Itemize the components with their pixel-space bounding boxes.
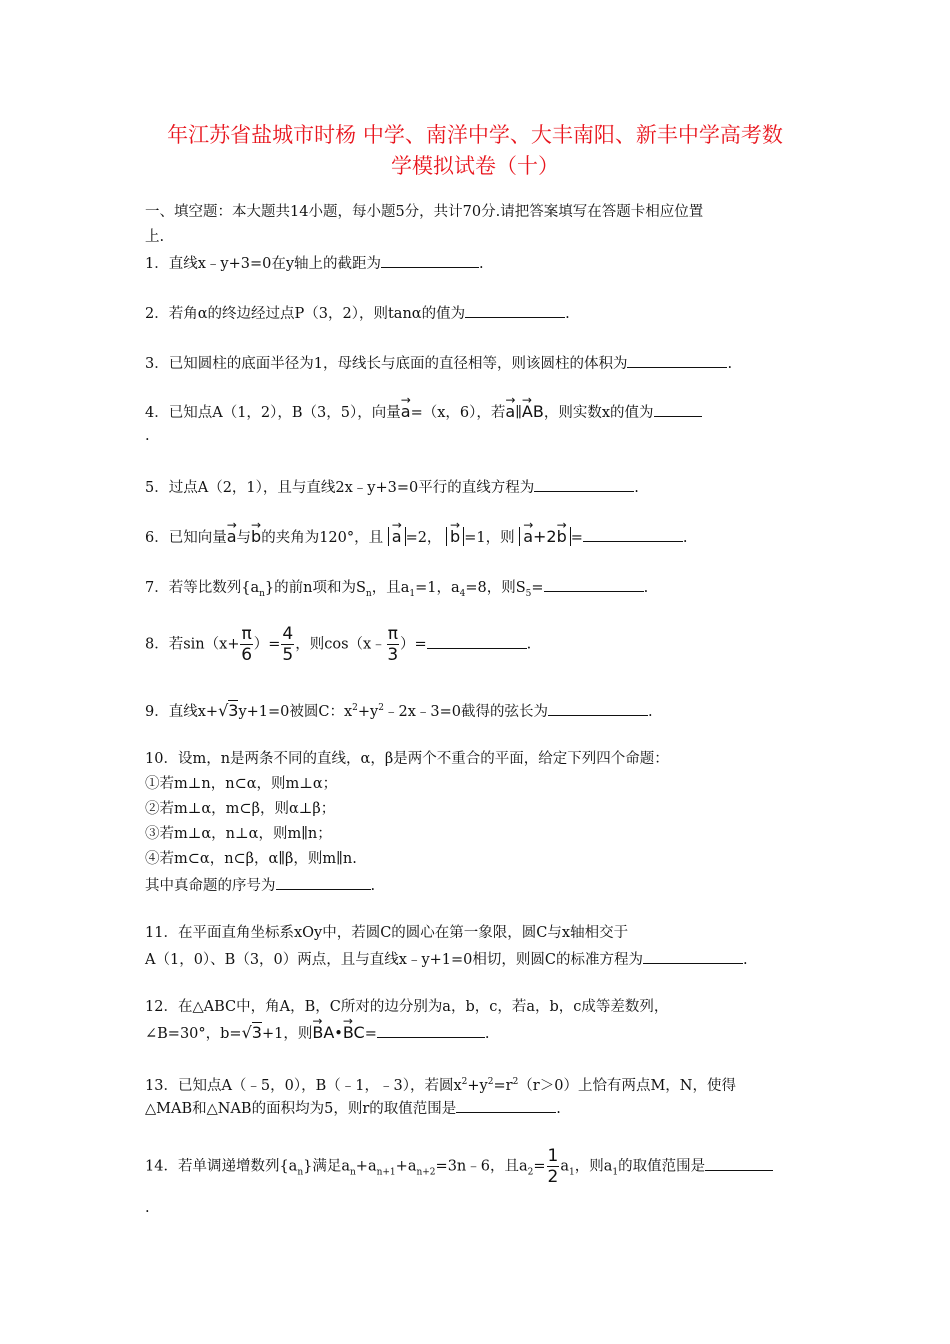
q6-part: 6．已知向量 [145, 530, 227, 546]
fraction-1-over-2 [547, 1146, 560, 1187]
q7-part: 7．若等比数列{a [145, 580, 260, 596]
answer-blank[interactable] [544, 576, 644, 592]
vector-a: → a [227, 527, 237, 547]
q8-part: 8．若sin（x+ [145, 636, 240, 653]
dot-operator: • [334, 1026, 343, 1042]
q13-part: （r＞0）上恰有两点M，N，使得 [518, 1077, 736, 1094]
vector-a: → a [505, 402, 515, 422]
numerator: π [241, 624, 252, 644]
q11-line-2: A（1，0）、B（3，0）两点，且与直线x﹣y+1=0相切，则圆C的标准方程为 [145, 952, 643, 968]
question-14 [145, 1146, 773, 1192]
vector-b: → b [251, 527, 261, 547]
q12-part: = [364, 1026, 377, 1042]
answer-blank[interactable] [583, 526, 683, 542]
q14-end: . [145, 1200, 150, 1216]
q5-text: 5．过点A（2，1），且与直线2x﹣y+3=0平行的直线方程为 [145, 480, 535, 496]
q6-part: = [570, 530, 583, 546]
q14-part: = [533, 1158, 546, 1175]
q10-option-3-row [145, 824, 332, 844]
superscript: 2 [512, 1077, 519, 1087]
abs-a [388, 527, 406, 546]
q10-last: 其中真命题的序号为 [145, 878, 276, 894]
q14-part: }满足a [303, 1158, 350, 1175]
q11-line-1: 11．在平面直角坐标系xOy中，若圆C的圆心在第一象限，圆C与x轴相交于 [145, 925, 629, 941]
q13-line-2: △MAB和△NAB的面积均为5，则r的取值范围是 [145, 1101, 457, 1117]
vector-b: → b [450, 527, 460, 547]
question-9 [145, 698, 653, 722]
answer-blank[interactable] [627, 352, 727, 368]
denominator: 2 [547, 1167, 559, 1187]
answer-blank[interactable] [456, 1097, 556, 1113]
q10-end: . [370, 878, 376, 894]
q7-end: . [643, 580, 649, 596]
fraction-pi-over-6 [240, 624, 252, 665]
subscript: 4 [459, 588, 466, 599]
q8-part: ，则cos（x﹣ [295, 636, 386, 653]
q14-part: 14．若单调递增数列{a [145, 1158, 298, 1175]
vector-a: → a [392, 527, 402, 547]
q10-option-4-row [145, 849, 357, 869]
denominator: 3 [387, 645, 399, 665]
vector-b: → b [557, 527, 567, 547]
question-12 [145, 997, 668, 1017]
question-7 [145, 576, 648, 604]
q13-part: 13．已知点A（﹣5，0），B（﹣1，﹣3），若圆x [145, 1077, 462, 1094]
q7-part: =8，则S [465, 580, 526, 596]
subscript: 1 [612, 1167, 619, 1178]
q13-line-2-row [145, 1097, 561, 1119]
section-header-line-2: 上. [145, 229, 165, 245]
q3-end: . [727, 356, 733, 372]
question-2 [145, 302, 570, 324]
radicand: 3 [228, 700, 239, 720]
q7-part: }的前n项和为S [264, 580, 366, 596]
question-8 [145, 624, 531, 665]
q6-part: =1，则 [464, 530, 515, 546]
question-5 [145, 476, 639, 498]
q10-option-3: ③若m⊥α，n⊥α，则m∥n； [145, 826, 332, 842]
question-4 [145, 401, 702, 423]
q6-part: +2 [533, 527, 557, 546]
radicand: 3 [251, 1023, 262, 1042]
q1-end: . [479, 256, 484, 272]
section-header [145, 202, 703, 222]
sqrt-3: √3 [218, 700, 239, 720]
question-13 [145, 1072, 736, 1096]
q4-end-row [145, 426, 150, 446]
question-3 [145, 352, 732, 374]
vector-ab: → AB [522, 402, 544, 422]
q14-part: ，则a [574, 1158, 613, 1175]
title-line-1: 年江苏省盐城市时杨 中学、南洋中学、大丰南阳、新丰中学高考数 [167, 123, 783, 147]
q10-stem: 10．设m，n是两条不同的直线，α，β是两个不重合的平面，给定下列四个命题： [145, 751, 669, 767]
answer-blank[interactable] [534, 476, 634, 492]
answer-blank[interactable] [705, 1155, 773, 1171]
q9-part: +y [357, 703, 379, 720]
q14-part: a [560, 1158, 570, 1175]
q13-part: =r [493, 1077, 513, 1094]
subscript: n [365, 588, 372, 599]
q11-line-2-row [145, 948, 748, 970]
subscript: 2 [527, 1167, 534, 1178]
q4-part: ，则实数x的值为 [543, 405, 654, 421]
q6-part: =2， [405, 530, 442, 546]
answer-blank[interactable] [381, 252, 479, 268]
subscript: 1 [409, 588, 416, 599]
fraction-4-over-5 [281, 624, 294, 665]
q5-end: . [634, 480, 639, 496]
q8-end: . [526, 636, 532, 653]
q4-end: . [145, 428, 150, 444]
answer-blank[interactable] [548, 700, 648, 716]
title-line-2: 学模拟试卷（十） [391, 154, 559, 178]
fraction-pi-over-3 [387, 624, 399, 665]
vector-a: → a [401, 402, 411, 422]
superscript: 2 [352, 703, 358, 713]
q4-part: ∥ [515, 405, 522, 421]
q14-part: 的取值范围是 [618, 1158, 706, 1175]
section-header-line-2-row [145, 227, 164, 247]
q9-part: y+1=0被圆C：x [238, 703, 353, 720]
denominator: 5 [282, 645, 294, 665]
subscript: 1 [569, 1167, 575, 1178]
answer-blank[interactable] [654, 401, 702, 417]
subscript: n+1 [376, 1167, 396, 1178]
question-11 [145, 923, 628, 943]
q9-part: ﹣2x﹣3=0截得的弦长为 [383, 703, 548, 720]
q7-part: = [531, 580, 544, 596]
subscript: n+2 [416, 1167, 436, 1178]
answer-blank[interactable] [427, 633, 527, 649]
q8-part: ）= [253, 636, 281, 653]
q14-part: =3n﹣6，且a [435, 1158, 528, 1175]
superscript: 2 [487, 1077, 494, 1087]
q10-option-4: ④若m⊂α，n⊂β，α∥β，则m∥n. [145, 851, 357, 867]
q10-option-2-row [145, 799, 335, 819]
numerator: π [387, 624, 398, 644]
superscript: 2 [461, 1077, 468, 1087]
section-header-line-1: 一、填空题：本大题共14小题，每小题5分，共计70分.请把答案填写在答题卡相应位置 [145, 204, 704, 220]
subscript: n [350, 1167, 356, 1178]
q6-part: 与 [236, 530, 252, 546]
denominator: 6 [241, 645, 253, 665]
answer-blank[interactable] [276, 874, 371, 890]
question-6 [145, 526, 688, 548]
answer-blank[interactable] [377, 1022, 485, 1038]
numerator: 1 [547, 1146, 559, 1166]
q7-part: ，且a [371, 580, 410, 596]
superscript: 2 [378, 703, 384, 713]
answer-blank[interactable] [465, 302, 565, 318]
q10-option-2: ②若m⊥α，m⊂β，则α⊥β； [145, 801, 336, 817]
q12-line-2-row [145, 1022, 489, 1044]
q14-part: +a [395, 1158, 417, 1175]
q3-text: 3．已知圆柱的底面半径为1，母线长与底面的直径相等，则该圆柱的体积为 [145, 356, 628, 372]
q11-end: . [743, 952, 748, 968]
q12-part: +1，则 [261, 1026, 313, 1042]
q14-end-row [145, 1198, 150, 1218]
abs-a-plus-2b [519, 527, 571, 546]
q6-part: 的夹角为120°，且 [261, 530, 384, 546]
q13-end: . [556, 1101, 561, 1117]
q9-part: 9．直线x+ [145, 703, 219, 720]
q1-text: 1．直线x﹣y+3=0在y轴上的截距为 [145, 256, 382, 272]
subscript: 5 [525, 588, 532, 599]
q8-part: ）= [399, 636, 427, 653]
q10-option-1-row [145, 774, 337, 794]
q13-part: +y [467, 1077, 488, 1094]
sqrt-3: √3 [241, 1023, 262, 1042]
q10-last-row [145, 874, 375, 896]
vector-bc: → BC [343, 1023, 365, 1043]
numerator: 4 [282, 624, 294, 644]
q4-part: 4．已知点A（1，2），B（3，5），向量 [145, 405, 401, 421]
q14-part: +a [355, 1158, 377, 1175]
q10-option-1: ①若m⊥n，n⊂α，则m⊥α； [145, 776, 338, 792]
q12-line-1: 12．在△ABC中，角A，B，C所对的边分别为a，b，c，若a，b，c成等差数列， [145, 999, 669, 1015]
q12-end: . [484, 1026, 490, 1042]
subscript: n [297, 1167, 304, 1178]
subscript: n [259, 588, 265, 599]
q2-end: . [565, 306, 570, 322]
q4-part: =（x，6），若 [410, 405, 506, 421]
q6-end: . [682, 530, 688, 546]
q12-part: ∠B=30°，b= [145, 1026, 242, 1042]
vector-a: → a [523, 527, 533, 547]
q9-end: . [648, 703, 653, 720]
question-1 [145, 252, 484, 274]
q7-part: =1，a [415, 580, 460, 596]
abs-b [446, 527, 464, 546]
exam-title [100, 120, 850, 181]
q2-text: 2．若角α的终边经过点P（3，2），则tanα的值为 [145, 306, 466, 322]
vector-ba: → BA [312, 1023, 334, 1043]
answer-blank[interactable] [643, 948, 743, 964]
question-10 [145, 749, 669, 769]
